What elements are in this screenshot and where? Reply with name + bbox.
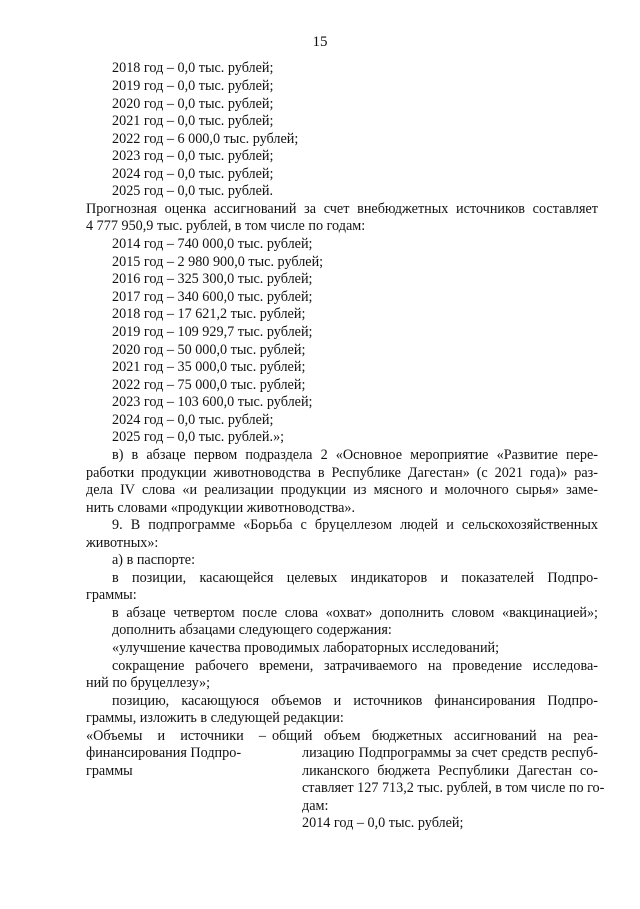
paragraph-line: в абзаце четвертом после слова «охват» дополнить словом «вакцинацией»; bbox=[112, 605, 598, 621]
paragraph-line: животных»: bbox=[86, 535, 159, 551]
paragraph-line: 4 777 950,9 тыс. рублей, в том числе по годам: bbox=[86, 218, 366, 234]
list-item: 2023 год – 0,0 тыс. рублей; bbox=[112, 148, 274, 164]
paragraph-line: в позиции, касающейся целевых индикаторов и показателей Подпро- bbox=[112, 570, 598, 586]
list-item: 2025 год – 0,0 тыс. рублей.»; bbox=[112, 429, 285, 445]
paragraph-line: «улучшение качества проводимых лабораторных исследований; bbox=[112, 640, 500, 656]
paragraph-line: дела IV слова «и реализации продукции из мясного и молочного сырья» заме- bbox=[86, 482, 598, 498]
table-right-cell-line: ставляет 127 713,2 тыс. рублей, в том числе по го- bbox=[302, 780, 605, 796]
list-item: 2018 год – 0,0 тыс. рублей; bbox=[112, 60, 274, 76]
paragraph-line: сокращение рабочего времени, затрачиваемого на проведение исследова- bbox=[112, 658, 598, 674]
list-item: 2024 год – 0,0 тыс. рублей; bbox=[112, 412, 274, 428]
table-left-cell-line: финансирования Подпро- bbox=[86, 745, 242, 761]
list-item: 2022 год – 6 000,0 тыс. рублей; bbox=[112, 131, 299, 147]
paragraph-line: граммы: bbox=[86, 587, 137, 603]
list-item: 2020 год – 0,0 тыс. рублей; bbox=[112, 96, 274, 112]
list-item: 2019 год – 0,0 тыс. рублей; bbox=[112, 78, 274, 94]
paragraph-line: дополнить абзацами следующего содержания: bbox=[112, 622, 392, 638]
list-item: 2019 год – 109 929,7 тыс. рублей; bbox=[112, 324, 313, 340]
paragraph-line: ний по бруцеллезу»; bbox=[86, 675, 211, 691]
table-left-cell-line: «Объемы и источники – bbox=[86, 728, 266, 744]
list-item: 2015 год – 2 980 900,0 тыс. рублей; bbox=[112, 254, 324, 270]
table-right-cell-line: дам: bbox=[302, 798, 329, 814]
paragraph-line: позицию, касающуюся объемов и источников финансирования Подпро- bbox=[112, 693, 598, 709]
table-right-cell-line: ликанского бюджета Республики Дагестан со- bbox=[302, 763, 598, 779]
list-item: 2021 год – 35 000,0 тыс. рублей; bbox=[112, 359, 306, 375]
page-number: 15 bbox=[312, 34, 328, 50]
list-item: 2016 год – 325 300,0 тыс. рублей; bbox=[112, 271, 313, 287]
table-right-cell-line: лизацию Подпрограммы за счет средств респуб- bbox=[302, 745, 598, 761]
list-item: 2017 год – 340 600,0 тыс. рублей; bbox=[112, 289, 313, 305]
list-item: 2018 год – 17 621,2 тыс. рублей; bbox=[112, 306, 306, 322]
paragraph-line: а) в паспорте: bbox=[112, 552, 196, 568]
list-item: 2021 год – 0,0 тыс. рублей; bbox=[112, 113, 274, 129]
table-left-cell-line: граммы bbox=[86, 763, 133, 779]
table-right-cell-line: общий объем бюджетных ассигнований на реа- bbox=[272, 728, 598, 744]
paragraph-line: 9. В подпрограмме «Борьба с бруцеллезом людей и сельскохозяйственных bbox=[112, 517, 598, 533]
list-item: 2023 год – 103 600,0 тыс. рублей; bbox=[112, 394, 313, 410]
paragraph-line: работки продукции животноводства в Республике Дагестан» (с 2021 года)» раз- bbox=[86, 465, 598, 481]
table-year-line: 2014 год – 0,0 тыс. рублей; bbox=[302, 815, 464, 831]
paragraph-line: в) в абзаце первом подраздела 2 «Основное мероприятие «Развитие пере- bbox=[112, 447, 598, 463]
paragraph-line: Прогнозная оценка ассигнований за счет внебюджетных источников составляет bbox=[86, 201, 598, 217]
list-item: 2025 год – 0,0 тыс. рублей. bbox=[112, 183, 274, 199]
list-item: 2024 год – 0,0 тыс. рублей; bbox=[112, 166, 274, 182]
list-item: 2022 год – 75 000,0 тыс. рублей; bbox=[112, 377, 306, 393]
list-item: 2020 год – 50 000,0 тыс. рублей; bbox=[112, 342, 306, 358]
list-item: 2014 год – 740 000,0 тыс. рублей; bbox=[112, 236, 313, 252]
paragraph-line: граммы, изложить в следующей редакции: bbox=[86, 710, 344, 726]
paragraph-line: нить словами «продукции животноводства». bbox=[86, 500, 356, 516]
